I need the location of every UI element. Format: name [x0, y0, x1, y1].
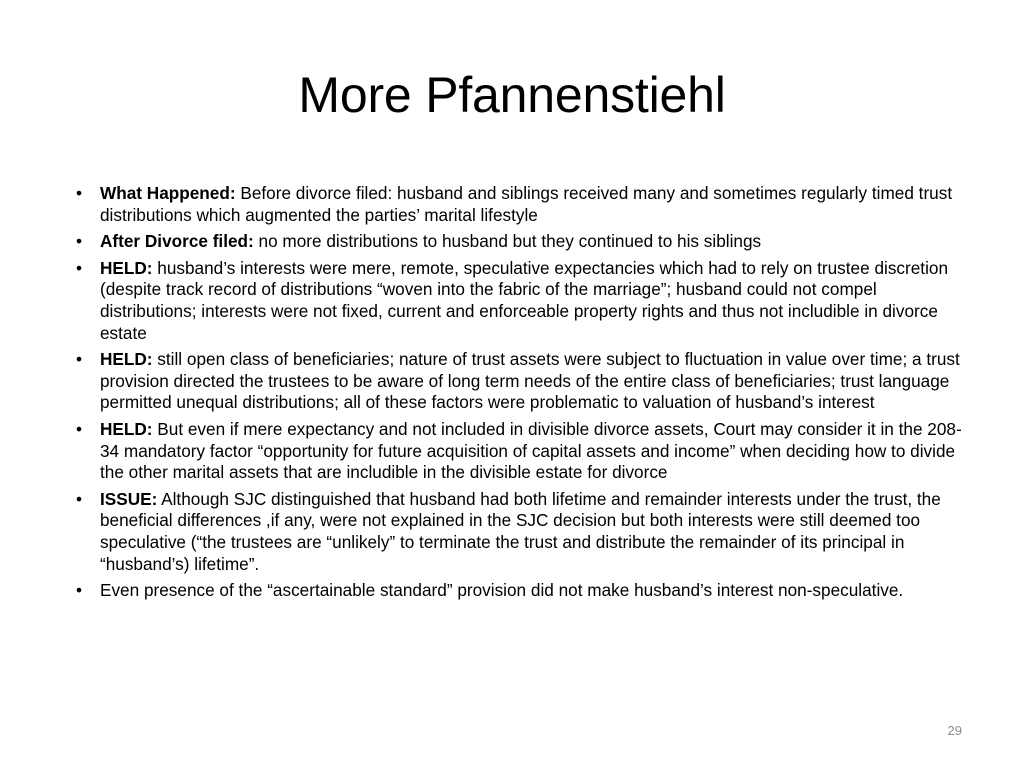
bullet-icon: • [76, 580, 83, 601]
slide-title: More Pfannenstiehl [298, 67, 726, 123]
bullet-item-after-divorce [76, 231, 966, 253]
bullet-text: But even if mere expectancy and not included in divisible divorce assets, Court may consider it in the 208-34 mandatory factor “opportunity for future acquisition of capital assets and income” when deciding how to divide the other marital assets that are includible in the divisible estate for divorce [100, 418, 962, 483]
bullet-label: After Divorce filed: [100, 231, 254, 252]
bullet-label: What Happened: [100, 183, 236, 203]
bullet-text: Although SJC distinguished that husband had both lifetime and remainder interests under the trust, the beneficial differences ,if any, were not explained in the SJC decision but both interests were still deemed too speculative (“the trustees are “unlikely” to terminate the trust and distribute the remainder of its principal in “husband’s) lifetime”. [100, 488, 941, 574]
bullet-item-issue [76, 489, 966, 575]
bullet-icon: • [76, 257, 83, 278]
bullet-item-held-1 [76, 258, 966, 344]
bullet-label: HELD: [100, 418, 153, 439]
bullet-item-held-2 [76, 349, 966, 414]
bullet-label: ISSUE: [100, 488, 158, 509]
bullet-text: Before divorce filed: husband and siblings received many and sometimes regularly timed trust distributions which augmented the parties’ marital lifestyle [100, 183, 953, 225]
bullet-list [76, 183, 966, 607]
bullet-icon: • [76, 418, 83, 439]
bullet-icon: • [76, 231, 83, 252]
bullet-label: HELD: [100, 257, 153, 278]
bullet-label: HELD: [100, 349, 153, 370]
bullet-text: still open class of beneficiaries; nature of trust assets were subject to fluctuation in value over time; a trust provision directed the trustees to be aware of long term needs of the entire class of beneficiaries; trust language permitted unequal distributions; all of these factors were problematic to valuation of husband’s interest [100, 349, 960, 413]
bullet-icon: • [76, 349, 83, 370]
bullet-text: husband’s interests were mere, remote, speculative expectancies which had to rely on trustee discretion (despite track record of distributions “woven into the fabric of the marriage”; husband could not compel distributions; interests were not fixed, current and enforceable property rights and thus not includible in divorce estate [100, 257, 949, 343]
bullet-icon: • [76, 183, 83, 203]
bullet-text: Even presence of the “ascertainable standard” provision did not make husband’s interest non-speculative. [100, 580, 904, 601]
slide-number: 29 [947, 723, 962, 738]
bullet-item-ascertainable-standard [76, 580, 966, 602]
bullet-icon: • [76, 488, 83, 509]
bullet-item-held-3 [76, 419, 966, 484]
bullet-item-what-happened [76, 183, 966, 226]
bullet-text: no more distributions to husband but they continued to his siblings [253, 231, 762, 252]
